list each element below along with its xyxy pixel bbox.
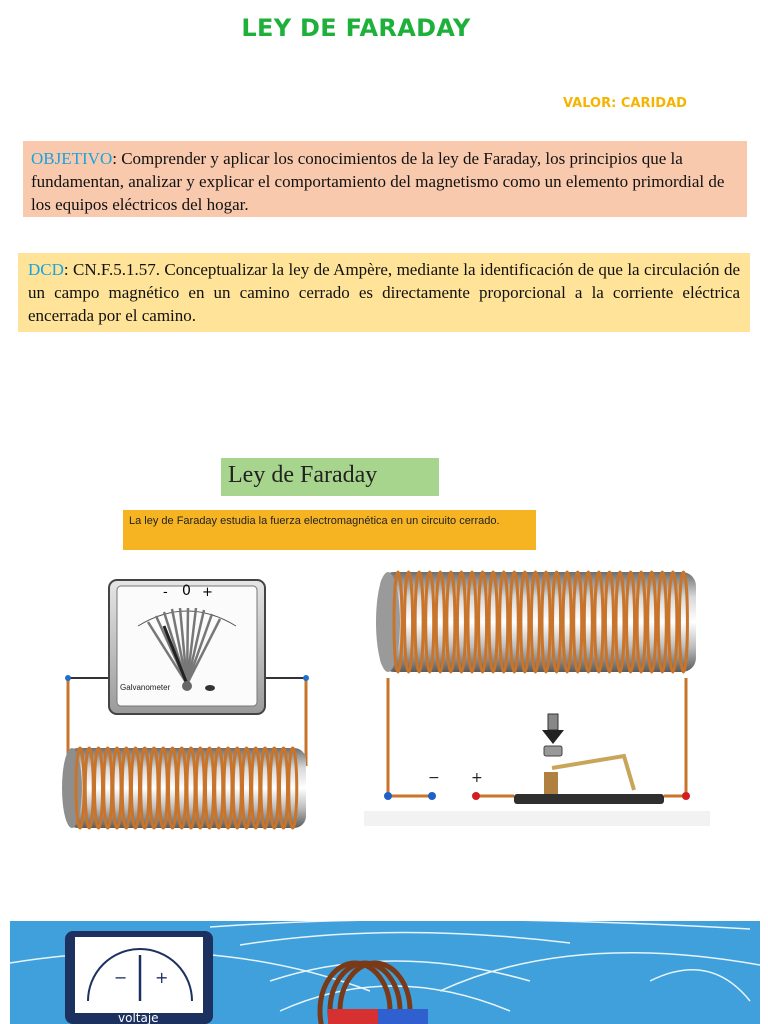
objetivo-label: OBJETIVO: [31, 149, 113, 168]
terminal-right: [303, 675, 309, 681]
galv-scale-plus: +: [202, 585, 213, 600]
magnet-north: [328, 1009, 378, 1024]
switch-lever: [552, 756, 634, 790]
galv-scale-zero: 0: [182, 583, 191, 599]
page-title: LEY DE FARADAY: [241, 14, 471, 42]
voltmeter-minus: −: [114, 968, 128, 987]
description-box: [123, 510, 536, 550]
terminal-minus-right: [428, 792, 436, 800]
magnetic-field-illustration: [10, 921, 760, 1024]
terminal-left: [65, 675, 71, 681]
solenoid-circuit-illustration: [364, 566, 710, 826]
circuit-plus-sign: +: [471, 770, 483, 786]
section-subtitle: Ley de Faraday: [228, 462, 378, 488]
galv-label: Galvanometer: [120, 683, 171, 692]
voltmeter-plus: +: [155, 968, 169, 987]
voltmeter-label: voltaje: [118, 1011, 159, 1024]
valor-label: VALOR: CARIDAD: [563, 96, 687, 111]
switch-base: [514, 794, 664, 804]
galv-scale-minus: -: [163, 585, 168, 600]
dcd-box: [18, 253, 750, 332]
magnet-south: [378, 1009, 428, 1024]
galv-screw-icon: [205, 685, 215, 691]
dcd-label: DCD: [28, 260, 64, 279]
circuit-minus-sign: −: [428, 770, 440, 786]
terminal-plus-left: [472, 792, 480, 800]
dcd-text: : CN.F.5.1.57. Conceptualizar la ley de Ampère, mediante la identificación de que la circulación de un campo magnético en un camino cerrado es directamente proporcional a la corriente eléctrica encerrada por el camino.: [28, 260, 740, 325]
terminal-plus-right: [682, 792, 690, 800]
subtitle-box: [221, 458, 439, 496]
terminal-minus-left: [384, 792, 392, 800]
press-arrow-icon: [542, 714, 564, 756]
description-text: La ley de Faraday estudia la fuerza electromagnética en un circuito cerrado.: [129, 515, 500, 527]
objetivo-box: [23, 141, 747, 217]
objetivo-text: : Comprender y aplicar los conocimientos de la ley de Faraday, los principios que la fundamentan, analizar y explicar el comportamiento del magnetismo como un elemento primordial de los equipos eléctricos del hogar.: [31, 149, 725, 214]
galvanometer-illustration: [54, 566, 320, 836]
